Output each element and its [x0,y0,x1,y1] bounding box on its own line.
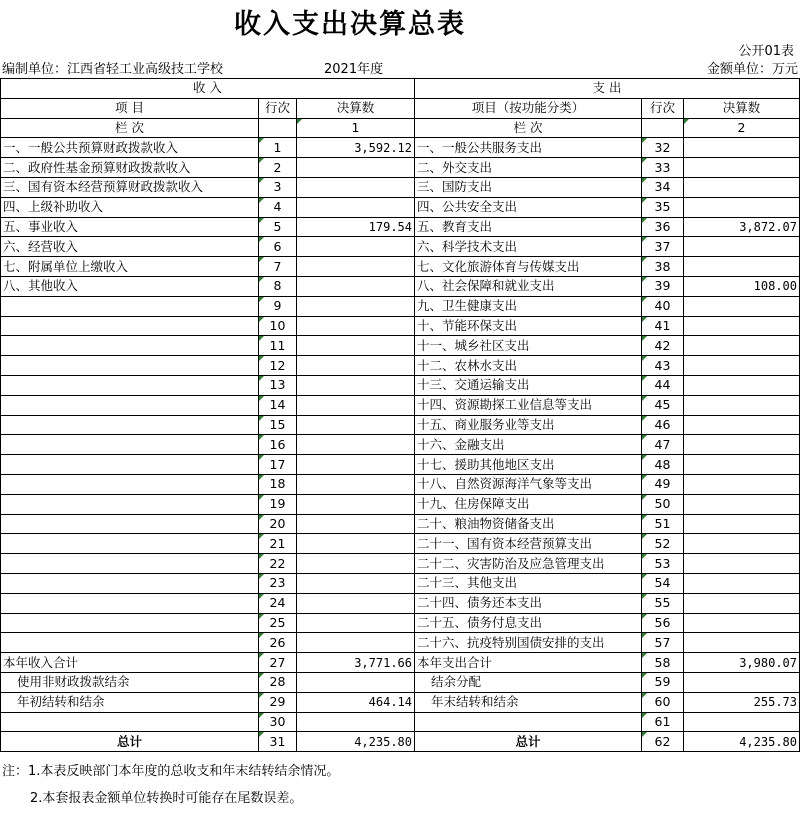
reporting-unit: 编制单位：江西省轻工业高级技工学校 [2,62,224,77]
expense-item: 十、节能环保支出 [415,316,642,336]
expense-row-no: 32 [642,138,684,158]
expense-amount [684,138,800,158]
expense-row-no: 49 [642,474,684,494]
income-item [1,395,259,415]
income-row-no: 16 [259,435,297,455]
expense-row-no: 56 [642,613,684,633]
begin-balance-label: 年初结转和结余 [1,692,259,712]
table-row [1,217,800,237]
expense-item: 二十五、债务付息支出 [415,613,642,633]
expense-amount [684,435,800,455]
income-item: 七、附属单位上缴收入 [1,257,259,277]
income-row-no: 1 [259,138,297,158]
row-no: 61 [642,712,684,732]
table-row [1,455,800,475]
expense-row-no: 42 [642,336,684,356]
income-row-no: 2 [259,158,297,178]
income-amount [297,455,415,475]
income-item [1,514,259,534]
item-func-header: 项目（按功能分类） [415,98,642,118]
income-amount [297,197,415,217]
income-row-no: 6 [259,237,297,257]
income-item [1,474,259,494]
income-row-no: 8 [259,276,297,296]
income-amount [297,474,415,494]
expense-amount [684,257,800,277]
table-row [1,237,800,257]
income-item [1,593,259,613]
income-amount [297,158,415,178]
table-row [1,257,800,277]
income-amount [297,633,415,653]
table-row [1,177,800,197]
income-amount [297,356,415,376]
income-row-no: 25 [259,613,297,633]
expense-item: 二十三、其他支出 [415,573,642,593]
income-amount [297,494,415,514]
income-amount: 3,592.12 [297,138,415,158]
income-amount [297,336,415,356]
row-no: 30 [259,712,297,732]
summary-row [1,653,800,673]
expense-item: 二十二、灾害防治及应急管理支出 [415,554,642,574]
report-meta [2,58,798,78]
expense-amount [684,455,800,475]
footnotes [2,760,339,814]
table-row [1,573,800,593]
expense-amount [684,474,800,494]
income-amount [297,296,415,316]
total-income-amount: 3,771.66 [297,653,415,673]
income-item [1,435,259,455]
income-item: 五、事业收入 [1,217,259,237]
table-row [1,633,800,653]
column-label: 栏 次 [1,118,259,138]
table-row [1,593,800,613]
surplus-dist-amount [684,672,800,692]
table-row [1,158,800,178]
expense-amount [684,534,800,554]
income-item [1,316,259,336]
expense-amount [684,237,800,257]
amount-unit: 金额单位：万元 [706,62,798,77]
row-no: 58 [642,653,684,673]
expense-item: 七、文化旅游体育与传媒支出 [415,257,642,277]
income-item: 四、上级补助收入 [1,197,259,217]
expense-row-no: 41 [642,316,684,336]
income-row-no: 14 [259,395,297,415]
expense-amount [684,395,800,415]
income-row-no: 19 [259,494,297,514]
table-row [1,395,800,415]
table-row [1,474,800,494]
row-no-header: 行次 [642,98,684,118]
expense-amount [684,554,800,574]
expense-row-no: 47 [642,435,684,455]
summary-row [1,732,800,752]
expense-row-no: 35 [642,197,684,217]
table-row [1,138,800,158]
income-row-no: 11 [259,336,297,356]
income-item [1,573,259,593]
expense-item: 十六、金融支出 [415,435,642,455]
income-row-no: 26 [259,633,297,653]
income-item [1,296,259,316]
income-amount [297,573,415,593]
grand-total-label: 总计 [415,732,642,752]
amount-header: 决算数 [684,98,800,118]
summary-row [1,692,800,712]
end-balance-label: 年末结转和结余 [415,692,642,712]
income-item [1,494,259,514]
expense-amount [684,613,800,633]
expense-amount [684,573,800,593]
form-code: 公开01表 [738,44,794,59]
page-title: 收入支出决算总表 [234,9,466,40]
begin-balance-amount: 464.14 [297,692,415,712]
expense-item: 六、科学技术支出 [415,237,642,257]
expense-amount: 108.00 [684,276,800,296]
row-no: 31 [259,732,297,752]
report-year: 2021年度 [324,62,384,77]
nonfiscal-label: 使用非财政拨款结余 [1,672,259,692]
expense-item: 十五、商业服务业等支出 [415,415,642,435]
total-expense-label: 本年支出合计 [415,653,642,673]
table-row [1,356,800,376]
income-row-no: 3 [259,177,297,197]
expense-item: 十七、援助其他地区支出 [415,455,642,475]
table-row [1,554,800,574]
income-row-no: 10 [259,316,297,336]
income-amount [297,276,415,296]
amount-header: 决算数 [297,98,415,118]
grand-total-amount: 4,235.80 [297,732,415,752]
column-header-row [1,98,800,118]
expense-item: 二十、粮油物资储备支出 [415,514,642,534]
income-item [1,633,259,653]
expense-row-no: 48 [642,455,684,475]
expense-amount [684,356,800,376]
expense-item: 十四、资源勘探工业信息等支出 [415,395,642,415]
table-row [1,613,800,633]
table-row [1,435,800,455]
table-row [1,415,800,435]
income-row-no: 4 [259,197,297,217]
expense-amount [684,633,800,653]
summary-row [1,672,800,692]
income-item [1,375,259,395]
income-header: 收 入 [1,79,415,99]
column-index-row [1,118,800,138]
income-item [1,356,259,376]
income-item: 二、政府性基金预算财政拨款收入 [1,158,259,178]
expense-amount [684,158,800,178]
expense-amount [684,593,800,613]
income-amount [297,534,415,554]
row-no: 29 [259,692,297,712]
income-row-no: 9 [259,296,297,316]
expense-row-no: 50 [642,494,684,514]
income-row-no: 21 [259,534,297,554]
expense-item: 十二、农林水支出 [415,356,642,376]
budget-summary-table [0,78,800,752]
expense-row-no: 34 [642,177,684,197]
expense-item: 四、公共安全支出 [415,197,642,217]
expense-item: 二十六、抗疫特别国债安排的支出 [415,633,642,653]
income-amount [297,613,415,633]
expense-amount [684,336,800,356]
footnote-2: 2.本套报表金额单位转换时可能存在尾数误差。 [30,791,303,806]
row-no: 60 [642,692,684,712]
expense-row-no: 52 [642,534,684,554]
expense-row-no: 51 [642,514,684,534]
expense-row-no: 36 [642,217,684,237]
item-header: 项 目 [1,98,259,118]
income-row-no: 12 [259,356,297,376]
summary-row [1,712,800,732]
surplus-dist-label: 结余分配 [415,672,642,692]
income-row-no: 22 [259,554,297,574]
expense-item: 十八、自然资源海洋气象等支出 [415,474,642,494]
expense-row-no: 53 [642,554,684,574]
total-income-label: 本年收入合计 [1,653,259,673]
table-row [1,514,800,534]
blank-cell [415,712,642,732]
income-amount [297,554,415,574]
table-row [1,375,800,395]
table-row [1,316,800,336]
expense-row-no: 38 [642,257,684,277]
expense-amount [684,316,800,336]
expense-item: 二、外交支出 [415,158,642,178]
table-row [1,276,800,296]
table-row [1,296,800,316]
income-amount [297,435,415,455]
income-item [1,534,259,554]
row-no: 28 [259,672,297,692]
expense-item: 五、教育支出 [415,217,642,237]
grand-total-label: 总计 [1,732,259,752]
income-amount [297,237,415,257]
table-row [1,197,800,217]
expense-amount [684,177,800,197]
income-row-no: 7 [259,257,297,277]
expense-amount [684,494,800,514]
income-item [1,455,259,475]
section-header-row [1,79,800,99]
expense-row-no: 39 [642,276,684,296]
blank-cell [297,712,415,732]
blank-cell [259,118,297,138]
income-amount [297,514,415,534]
expense-row-no: 57 [642,633,684,653]
footnote-1: 注：1.本表反映部门本年度的总收支和年末结转结余情况。 [2,764,340,779]
income-amount: 179.54 [297,217,415,237]
expense-item: 十九、住房保障支出 [415,494,642,514]
expense-row-no: 46 [642,415,684,435]
expense-amount [684,415,800,435]
total-expense-amount: 3,980.07 [684,653,800,673]
income-amount [297,395,415,415]
table-row [1,336,800,356]
expense-row-no: 43 [642,356,684,376]
blank-cell [642,118,684,138]
income-amount [297,257,415,277]
income-amount [297,375,415,395]
expense-item: 二十一、国有资本经营预算支出 [415,534,642,554]
expense-item: 二十四、债务还本支出 [415,593,642,613]
income-amount [297,316,415,336]
expense-item: 八、社会保障和就业支出 [415,276,642,296]
expense-amount: 3,872.07 [684,217,800,237]
expense-item: 十一、城乡社区支出 [415,336,642,356]
row-no: 59 [642,672,684,692]
table-row [1,534,800,554]
income-item: 八、其他收入 [1,276,259,296]
expense-header: 支 出 [415,79,800,99]
income-item [1,554,259,574]
row-no: 27 [259,653,297,673]
income-amount [297,593,415,613]
expense-item: 三、国防支出 [415,177,642,197]
expense-row-no: 37 [642,237,684,257]
income-row-no: 18 [259,474,297,494]
income-item: 三、国有资本经营预算财政拨款收入 [1,177,259,197]
income-row-no: 13 [259,375,297,395]
expense-amount [684,514,800,534]
expense-item: 十三、交通运输支出 [415,375,642,395]
income-row-no: 23 [259,573,297,593]
column-number: 1 [297,118,415,138]
nonfiscal-amount [297,672,415,692]
expense-row-no: 54 [642,573,684,593]
income-row-no: 15 [259,415,297,435]
expense-amount [684,375,800,395]
income-item [1,415,259,435]
income-row-no: 24 [259,593,297,613]
income-item: 六、经营收入 [1,237,259,257]
income-item: 一、一般公共预算财政拨款收入 [1,138,259,158]
grand-total-amount: 4,235.80 [684,732,800,752]
income-amount [297,415,415,435]
income-item [1,336,259,356]
expense-row-no: 45 [642,395,684,415]
expense-row-no: 33 [642,158,684,178]
income-row-no: 5 [259,217,297,237]
expense-row-no: 44 [642,375,684,395]
expense-item: 一、一般公共服务支出 [415,138,642,158]
expense-amount [684,197,800,217]
income-row-no: 17 [259,455,297,475]
expense-item: 九、卫生健康支出 [415,296,642,316]
table-row [1,494,800,514]
blank-cell [684,712,800,732]
expense-row-no: 55 [642,593,684,613]
expense-amount [684,296,800,316]
end-balance-amount: 255.73 [684,692,800,712]
blank-cell [1,712,259,732]
row-no: 62 [642,732,684,752]
column-label: 栏 次 [415,118,642,138]
row-no-header: 行次 [259,98,297,118]
column-number: 2 [684,118,800,138]
income-item [1,613,259,633]
income-row-no: 20 [259,514,297,534]
expense-row-no: 40 [642,296,684,316]
income-amount [297,177,415,197]
